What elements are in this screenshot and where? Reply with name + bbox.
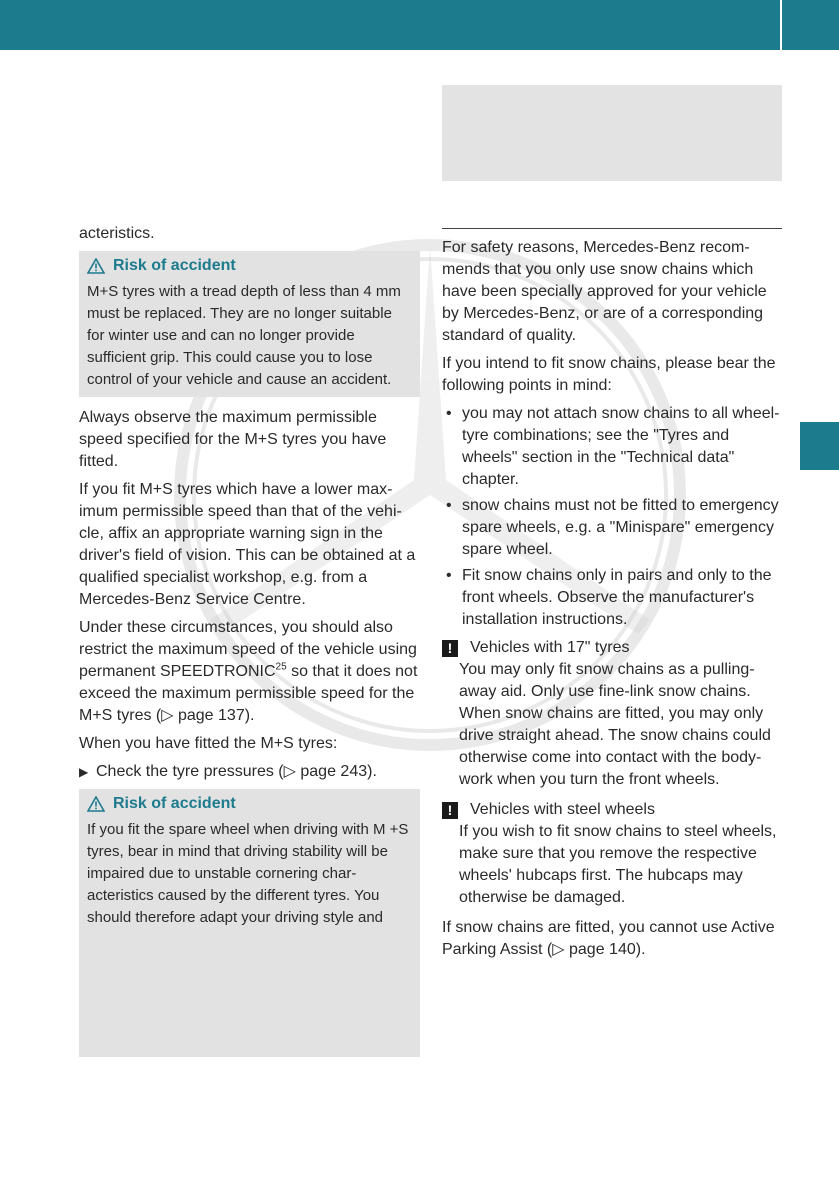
paragraph: Always observe the maximum permissible speed specified for the M+S tyres you have fitted. — [79, 409, 387, 470]
list-item-text: snow chains must not be fitted to emergency spare wheels, e.g. a "Minispare" emergency spare wheel. — [462, 497, 779, 558]
warning-text: If you fit the spare wheel when driving with M +S tyres, bear in mind that driving stability will be impaired due to unstable cornering characteristics caused by the different tyres. You should therefore adapt your driving style and — [87, 821, 409, 926]
paragraph: When you have fitted the M+S tyres: — [79, 735, 338, 752]
paragraph: If you intend to fit snow chains, please bear the following points in mind: — [442, 355, 776, 394]
warning-header — [87, 793, 412, 815]
footnote-ref: 25 — [275, 661, 287, 673]
warning-box-spare-wheel — [79, 789, 420, 1057]
chapter-tab — [800, 422, 839, 470]
warning-triangle-icon — [87, 796, 105, 812]
warning-header — [87, 255, 412, 277]
paragraph: For safety reasons, Mercedes-Benz recommends that you only use snow chains which have been specially approved for your vehicle by Mercedes-Benz, or are of a corresponding standard of quality. — [442, 239, 767, 344]
section-rule — [442, 228, 782, 229]
list-item — [442, 495, 783, 561]
list-item-text: Fit snow chains only in pairs and only to the front wheels. Observe the manufacturer's installation instructions. — [462, 567, 772, 628]
paragraph-text: so that it does not exceed the maximum permissible speed for the M+S tyres (▷ page 137). — [79, 663, 418, 724]
paragraph: If you fit M+S tyres which have a lower maximum permissible speed than that of the vehicle, affix an appropriate warning sign in the driver's field of vision. This can be obtained at a qualified specialist workshop, e.g. from a Mercedes-Benz Service Centre. — [79, 481, 416, 608]
warning-title: Risk of accident — [113, 257, 236, 274]
warning-triangle-icon — [87, 258, 105, 274]
header-divider — [780, 0, 782, 50]
header-bar — [0, 0, 839, 50]
paragraph: If snow chains are fitted, you cannot use Active Parking Assist (▷ page 140). — [442, 919, 775, 958]
step-arrow-icon: ▶ — [79, 765, 89, 779]
note-text: You may only fit snow chains as a pulling-away aid. Only use fine-link snow chains. When snow chains are fitted, you may only drive straight ahead. The snow chains could otherwise come into contact with the bodywork when you turn the front wheels. — [459, 661, 771, 788]
intro-text: acteristics. — [79, 225, 155, 242]
bullet-icon: • — [446, 405, 452, 422]
instruction-step — [79, 761, 420, 783]
bullet-icon: • — [446, 497, 452, 514]
list-item — [442, 565, 783, 631]
warning-text: M+S tyres with a tread depth of less than 4 mm must be replaced. They are no longer suitable for winter use and can no longer provide sufficient grip. This could cause you to lose control of your vehicle and cause an accident. — [87, 283, 401, 388]
note-title: Vehicles with 17" tyres — [470, 639, 630, 656]
list-item — [442, 403, 783, 491]
exclamation-icon: ! — [442, 802, 458, 819]
note-header — [442, 799, 783, 821]
note-header — [442, 637, 783, 659]
step-text: Check the tyre pressures (▷ page 243). — [96, 763, 377, 780]
bullet-icon: • — [446, 567, 452, 584]
note-title: Vehicles with steel wheels — [470, 801, 655, 818]
left-column — [79, 223, 420, 1067]
top-grey-panel — [442, 85, 782, 181]
warning-title: Risk of accident — [113, 795, 236, 812]
exclamation-icon: ! — [442, 640, 458, 657]
right-column — [442, 237, 783, 967]
warning-box-tread — [79, 251, 420, 397]
list-item-text: you may not attach snow chains to all wheel-tyre combinations; see the "Tyres and wheels" section in the "Technical data" chapter. — [462, 405, 780, 488]
paragraph-text: Under these circumstances, you should also restrict the maximum speed of the vehicle using permanent SPEEDTRONIC — [79, 619, 417, 680]
note-text: If you wish to fit snow chains to steel wheels, make sure that you remove the respective wheels' hubcaps first. The hubcaps may otherwise be damaged. — [459, 823, 777, 906]
paragraph-speedtronic — [79, 617, 420, 727]
